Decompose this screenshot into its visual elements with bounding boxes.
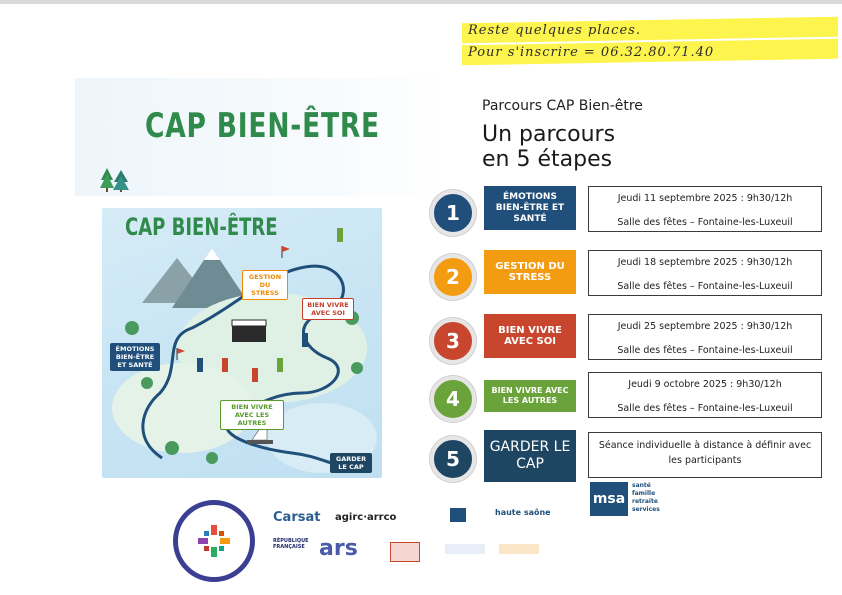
step-number: 5 <box>430 436 476 482</box>
map-label-cap: GARDER LE CAP <box>330 453 372 473</box>
step-row-4 <box>430 372 830 424</box>
handwritten-note <box>462 18 838 66</box>
haute-saone-logo: haute saône <box>495 508 551 517</box>
step-label: BIEN VIVRE AVEC SOI <box>484 314 576 358</box>
map-label-emotions: ÉMOTIONS BIEN-ÊTRE ET SANTÉ <box>110 343 160 371</box>
agirc-arrco-logo: agirc·arrco <box>335 512 397 523</box>
course-subtitle: Parcours CAP Bien-être <box>482 98 643 114</box>
step-number: 3 <box>430 318 476 364</box>
step-session: Séance individuelle à distance à définir avec les participants <box>598 440 812 466</box>
step-label: BIEN VIVRE AVEC LES AUTRES <box>484 380 576 412</box>
msa-logo <box>590 480 680 520</box>
step-label: GESTION DU STRESS <box>484 250 576 294</box>
map-label-soi: BIEN VIVRE AVEC SOI <box>302 298 354 320</box>
step-date: Jeudi 11 septembre 2025 : 9h30/12h <box>617 193 793 204</box>
heading-line-2: en 5 étapes <box>482 147 613 172</box>
note-line-2: Pour s'inscrire = 06.32.80.71.40 <box>468 45 715 60</box>
step-date: Jeudi 9 octobre 2025 : 9h30/12h <box>628 379 782 390</box>
step-label: GARDER LE CAP <box>484 430 576 482</box>
conference-financeurs-seal <box>173 500 255 582</box>
step-number: 1 <box>430 190 476 236</box>
map-label-autres: BIEN VIVRE AVEC LES AUTRES <box>220 400 284 430</box>
partner-logo <box>499 544 539 554</box>
heading-line-1: Un parcours <box>482 122 616 147</box>
map-label-gestion: GESTION DU STRESS <box>242 270 288 300</box>
step-place: Salle des fêtes – Fontaine-les-Luxeuil <box>617 403 793 414</box>
partner-logo <box>445 544 485 554</box>
step-info-box <box>588 250 822 296</box>
ars-logo: ars <box>319 536 358 561</box>
step-row-2 <box>430 250 830 302</box>
msa-mark: msa <box>590 482 628 516</box>
note-line-1: Reste quelques places. <box>468 23 641 38</box>
poster-panel <box>75 78 450 480</box>
step-number: 2 <box>430 254 476 300</box>
step-label: ÉMOTIONS BIEN-ÊTRE ET SANTÉ <box>484 186 576 230</box>
step-row-3 <box>430 314 830 366</box>
trees-icon <box>99 166 133 196</box>
map-title: CAP BIEN-ÊTRE <box>125 213 278 241</box>
partner-logo <box>390 542 420 562</box>
msa-small-logo <box>450 508 466 522</box>
step-info-box <box>588 314 822 360</box>
msa-word: santé <box>632 482 651 489</box>
step-place: Salle des fêtes – Fontaine-les-Luxeuil <box>617 281 793 292</box>
journey-map <box>102 208 382 478</box>
step-date: Jeudi 18 septembre 2025 : 9h30/12h <box>617 257 793 268</box>
poster-title: CAP BIEN-ÊTRE <box>145 106 380 146</box>
republique-francaise-logo: RÉPUBLIQUE FRANÇAISE <box>273 538 309 550</box>
msa-word: services <box>632 506 660 513</box>
partner-logos <box>165 500 575 590</box>
carsat-logo: Carsat <box>273 510 321 525</box>
top-border <box>0 0 842 4</box>
step-info-box <box>588 372 822 418</box>
msa-word: retraite <box>632 498 658 505</box>
step-row-5 <box>430 432 830 484</box>
step-place: Salle des fêtes – Fontaine-les-Luxeuil <box>617 217 793 228</box>
step-info-box <box>588 186 822 232</box>
step-row-1 <box>430 186 830 238</box>
course-heading <box>482 122 615 172</box>
step-info-box <box>588 432 822 478</box>
msa-word: famille <box>632 490 656 497</box>
step-number: 4 <box>430 376 476 422</box>
step-date: Jeudi 25 septembre 2025 : 9h30/12h <box>617 321 793 332</box>
step-place: Salle des fêtes – Fontaine-les-Luxeuil <box>617 345 793 356</box>
